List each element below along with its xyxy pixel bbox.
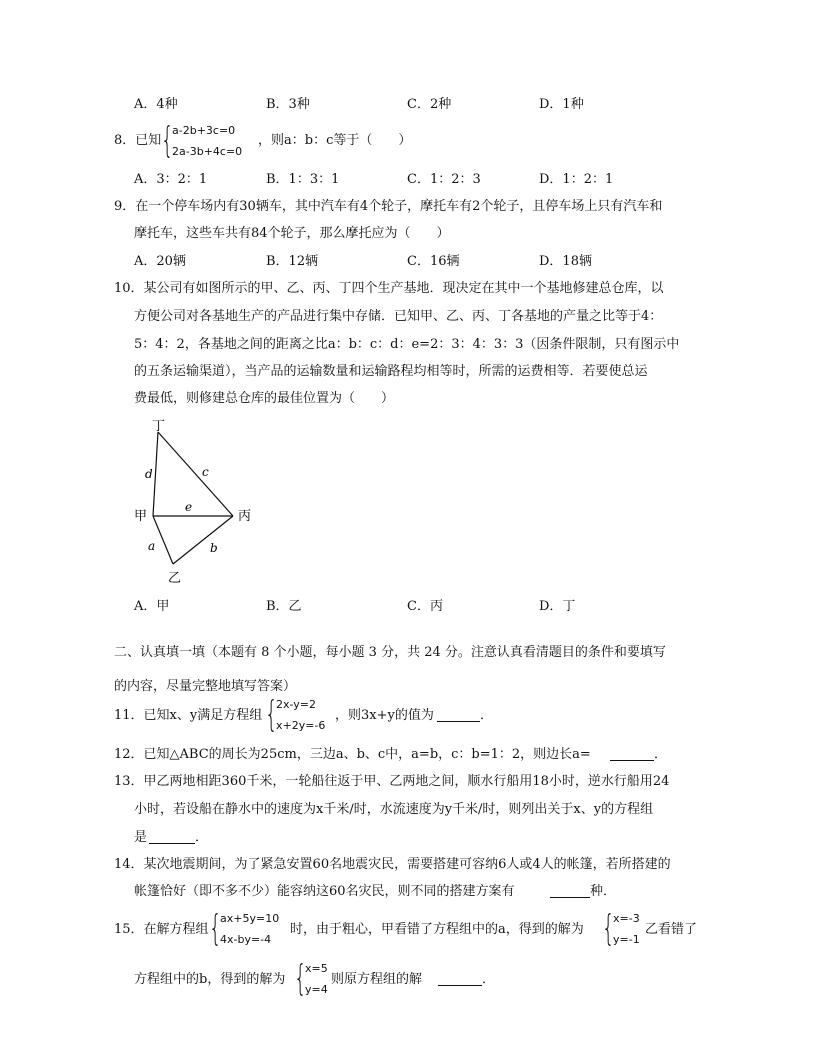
q7-option-d: D．1种	[539, 97, 584, 112]
q13-line1: 13．甲乙两地相距360千米，一轮船往返于甲、乙两地之间，顺水行船用18小时，逆水行船用24	[114, 774, 670, 789]
q11-prefix: 11．已知x、y满足方程组	[114, 708, 263, 723]
q11-suffix: ，则3x+y的值为	[335, 708, 434, 723]
q7-option-b: B．3种	[266, 97, 310, 112]
q10-option-c: C．丙	[407, 599, 443, 614]
q10-option-b: B．乙	[266, 599, 302, 614]
q8-option-b: B．1：3：1	[266, 172, 340, 187]
q15-after1: 乙看错了	[645, 922, 698, 937]
q15-line2: 方程组中的b，得到的解为	[134, 972, 286, 987]
node-jia: 甲	[134, 509, 148, 524]
q11-eq1: 2x-y=2	[276, 698, 317, 711]
q15-answer-blank[interactable]	[438, 972, 482, 991]
q9-option-d: D．18辆	[539, 254, 592, 269]
q15-end: ．	[482, 972, 496, 987]
q8-brace: {	[161, 120, 174, 161]
q15-sol2-brace: {	[294, 958, 307, 999]
q15-eq2: 4x-by=-4	[220, 933, 272, 946]
edge-c-label: c	[202, 465, 209, 479]
q10-line2: 方便公司对各基地生产的产品进行集中存储．已知甲、乙、丙、丁各基地的产量之比等于4：	[134, 309, 663, 324]
edge-e-label: e	[185, 500, 193, 514]
q12-answer-blank[interactable]	[610, 747, 654, 766]
q7-option-a: A．4种	[134, 97, 178, 112]
q10-line3: 5：4：2，各基地之间的距离之比a：b：c：d：e=2：3：4：3：3（因条件限制，只有图示中	[134, 337, 680, 352]
node-bing: 丙	[238, 509, 252, 524]
section2-line1: 二、认真填一填（本题有 8 个小题，每小题 3 分，共 24 分。注意认真看清题目的条件和要填写	[114, 645, 666, 660]
q9-option-b: B．12辆	[266, 254, 319, 269]
q10-figure	[128, 412, 268, 587]
q9-option-a: A．20辆	[134, 254, 186, 269]
q11-answer-blank[interactable]	[437, 708, 480, 727]
q13-end: ．	[195, 830, 209, 845]
q11-brace: {	[265, 694, 278, 735]
q15-prefix: 15．在解方程组	[114, 922, 209, 937]
q15-sol2-y: y=4	[305, 983, 328, 996]
q10-line1: 10．某公司有如图所示的甲、乙、丙、丁四个生产基地．现决定在其中一个基地修建总仓库，以	[114, 281, 664, 296]
q15-mid: 时，由于粗心，甲看错了方程组中的a，得到的解为	[290, 922, 584, 937]
edge-d-line	[153, 432, 158, 516]
q15-brace: {	[209, 908, 222, 949]
q11-end: ．	[480, 708, 494, 723]
edge-a-line	[153, 516, 173, 564]
q10-option-a: A．甲	[134, 599, 170, 614]
q8-option-c: C．1：2：3	[407, 172, 481, 187]
node-ding: 丁	[152, 419, 166, 434]
q15-sol1-y: y=-1	[613, 933, 640, 946]
q15-sol1-brace: {	[602, 908, 615, 949]
q15-sol1-x: x=-3	[613, 912, 640, 925]
q13-answer-blank[interactable]	[149, 830, 195, 849]
q15-after2: 则原方程组的解	[331, 972, 423, 987]
q8-eq2: 2a-3b+4c=0	[172, 145, 243, 158]
q8-eq1: a-2b+3c=0	[172, 124, 236, 137]
q9-option-c: C．16辆	[407, 254, 460, 269]
section2-line2: 的内容，尽量完整地填写答案）	[114, 679, 297, 694]
q8-suffix: ，则a：b：c等于（ ）	[258, 133, 412, 148]
q10-option-d: D．丁	[539, 599, 576, 614]
q15-eq1: ax+5y=10	[220, 912, 280, 925]
q12-end: ．	[654, 747, 668, 762]
q13-line3: 是	[134, 830, 148, 845]
q10-line4: 的五条运输渠道），当产品的运输数量和运输路程均相等时，所需的运费相等．若要使总运	[134, 364, 648, 379]
edge-b-label: b	[210, 541, 218, 555]
q14-answer-blank[interactable]	[550, 884, 590, 903]
node-yi: 乙	[168, 571, 182, 586]
q13-line2: 小时，若设船在静水中的速度为x千米/时，水流速度为y千米/时，则列出关于x、y的方程组	[134, 802, 654, 817]
q12-text: 12．已知△ABC的周长为25cm，三边a、b、c中，a=b，c：b=1：2，则边长a=	[114, 747, 591, 762]
q8-prefix: 8．已知	[114, 133, 162, 148]
edge-b-line	[173, 516, 233, 564]
edge-c-line	[158, 432, 233, 516]
q15-sol2-x: x=5	[305, 962, 328, 975]
q14-line2: 帐篷恰好（即不多不少）能容纳这60名灾民，则不同的搭建方案有	[134, 884, 515, 899]
q14-end: 种．	[590, 884, 617, 899]
q9-line1: 9．在一个停车场内有30辆车，其中汽车有4个轮子，摩托车有2个轮子，且停车场上只有汽车和	[114, 199, 663, 214]
q9-line2: 摩托车，这些车共有84个轮子，那么摩托应为（ ）	[134, 226, 450, 241]
q7-option-c: C．2种	[407, 97, 452, 112]
edge-a-label: a	[148, 539, 156, 553]
q8-option-a: A．3：2：1	[134, 172, 208, 187]
edge-d-label: d	[145, 467, 153, 481]
q14-line1: 14．某次地震期间，为了紧急安置60名地震灾民，需要搭建可容纳6人或4人的帐篷，若所搭建的	[114, 857, 671, 872]
q11-eq2: x+2y=-6	[276, 719, 326, 732]
q10-line5: 费最低，则修建总仓库的最佳位置为（ ）	[134, 391, 395, 406]
q8-option-d: D．1：2：1	[539, 172, 614, 187]
